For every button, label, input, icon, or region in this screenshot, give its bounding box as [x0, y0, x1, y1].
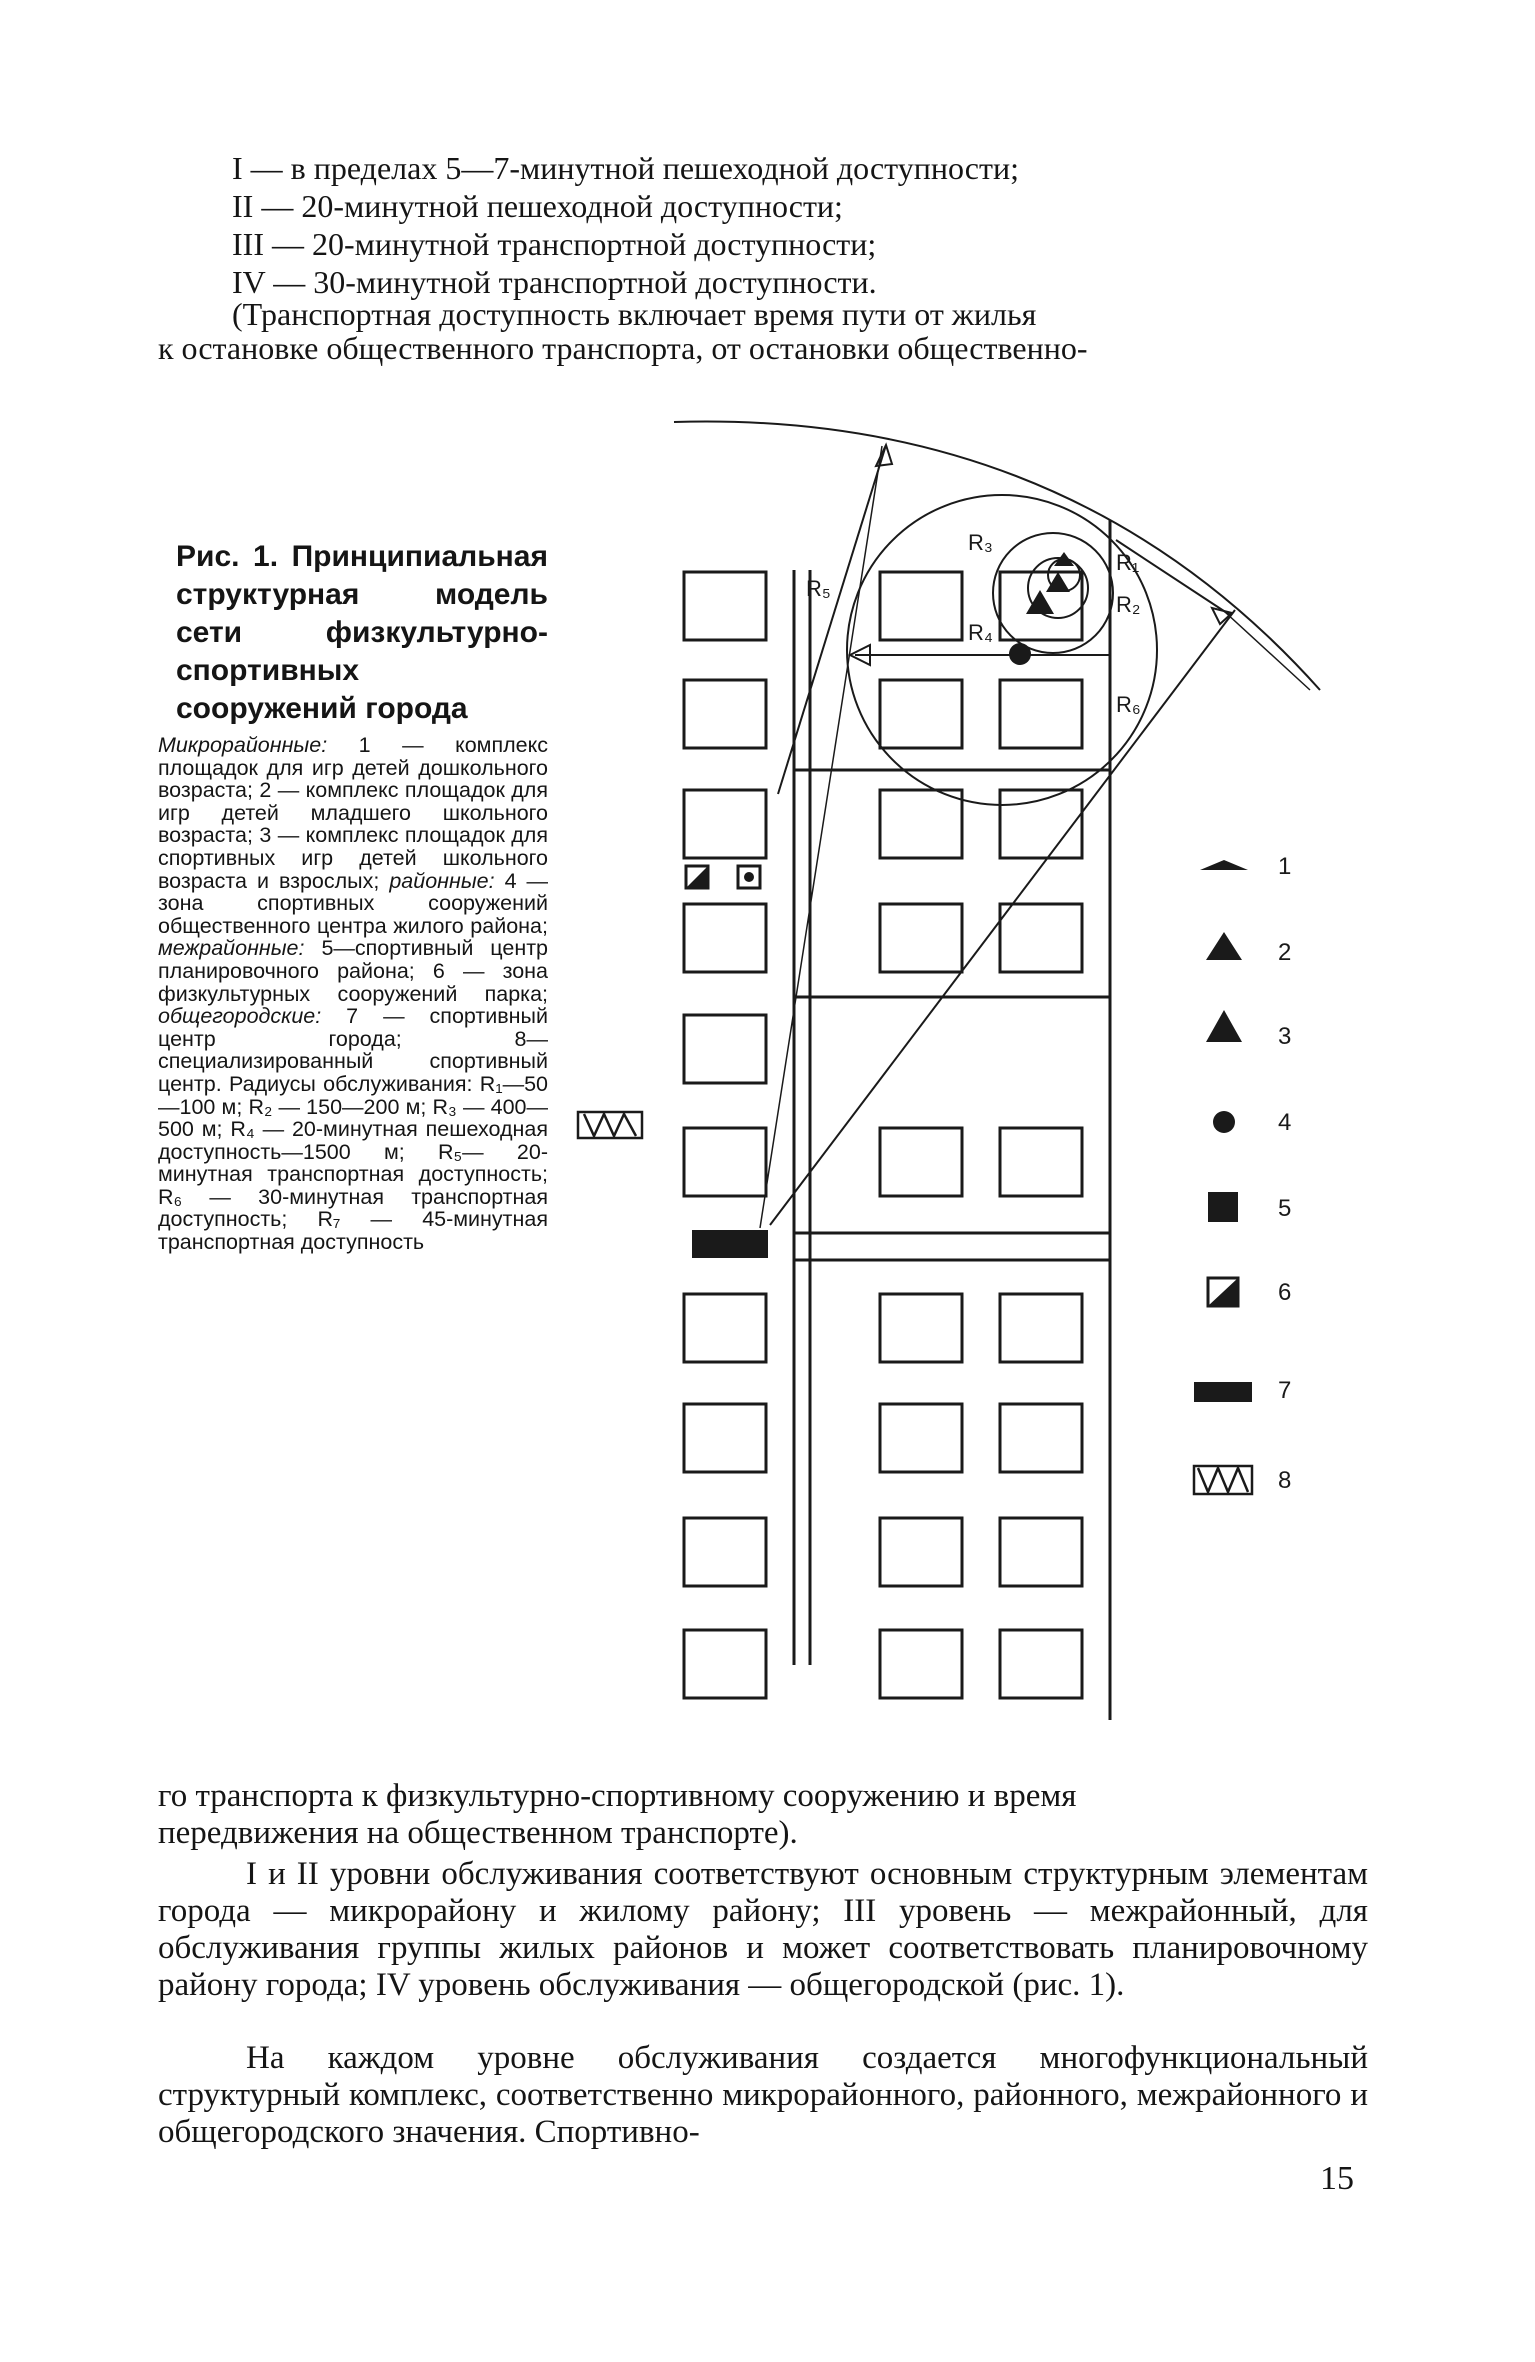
- block: [880, 572, 962, 640]
- block: [1000, 1404, 1082, 1472]
- arrow-r6: [770, 610, 1235, 1225]
- legend-label-7: 7: [1278, 1377, 1292, 1404]
- block: [1000, 1128, 1082, 1196]
- specialized-center-icon: [578, 1112, 642, 1138]
- label-r1: R₁: [1116, 550, 1140, 575]
- block: [1000, 904, 1082, 972]
- page-number: 15: [1320, 2160, 1354, 2197]
- block: [684, 1294, 766, 1362]
- paragraph-levels: I и II уровни обслуживания соответствуют основным структурным элементам города — микрорайону и жилому району; III уровень — межрайонный, для обслуживания группы жилых районов и может соответствовать планировочному району города; IV уровень обслуживания — общегородской (рис. 1).: [158, 1856, 1368, 2003]
- arrow-tail: [1225, 612, 1310, 690]
- caption-text-1: 1 — комплекс площадок для игр детей дошкольного возраста; 2 — комплекс площадок для игр детей младшего школьного возраста; 3 — комплекс площадок для спортивных игр детей школьного возраста и взрослых;: [158, 733, 548, 893]
- label-r5: R₅: [806, 576, 831, 601]
- district-center-icon: [738, 866, 760, 888]
- point-4-icon: [1009, 643, 1031, 665]
- radius-r3-circle: [993, 533, 1113, 653]
- legend-symbol-7-icon: [1194, 1382, 1252, 1402]
- caption-term-citywide: общегородские:: [158, 1004, 322, 1029]
- text-line-2: II — 20-минутной пешеходной доступности;: [232, 188, 843, 224]
- legend-label-3: 3: [1278, 1023, 1292, 1050]
- city-sports-center: [692, 1230, 768, 1258]
- radius-r7-arc: [674, 422, 1320, 690]
- label-r3: R₃: [968, 530, 993, 555]
- legend-label-5: 5: [1278, 1195, 1292, 1222]
- text-line-1: I — в пределах 5—7-минутной пешеходной доступности;: [232, 150, 1019, 186]
- label-r2: R₂: [1116, 592, 1141, 617]
- block: [1000, 1294, 1082, 1362]
- legend-symbol-4-icon: [1213, 1111, 1235, 1133]
- text-line-3: III — 20-минутной транспортной доступности;: [232, 226, 877, 262]
- block: [684, 790, 766, 858]
- block: [880, 1630, 962, 1698]
- block: [880, 1404, 962, 1472]
- paragraph-complex: На каждом уровне обслуживания создается многофункциональный структурный комплекс, соответственно микрорайонного, районного, межрайонного и общегородского значения. Спортивно-: [158, 2040, 1368, 2150]
- label-r4: R₄: [968, 620, 993, 645]
- block: [880, 904, 962, 972]
- block: [684, 1518, 766, 1586]
- legend-symbol-2-icon: [1206, 932, 1242, 960]
- text-line-4: IV — 30-минутной транспортной доступности.: [232, 264, 877, 300]
- block: [684, 1015, 766, 1083]
- text-line-6: к остановке общественного транспорта, от остановки общественно-: [158, 330, 1088, 366]
- block: [1000, 680, 1082, 748]
- legend-label-6: 6: [1278, 1279, 1292, 1306]
- caption-term-microdistrict: Микрорайонные:: [158, 733, 328, 757]
- label-r6: R₆: [1116, 692, 1141, 717]
- arrowhead-icon: [876, 445, 892, 466]
- caption-text-2: 4 — зона спортивных сооружений общественного центра жилого района;: [158, 868, 548, 938]
- caption-text-4: 7 — спортивный центр города; 8—специализированный спортивный центр. Радиусы обслуживания: R₁—50—100 м; R₂ — 150—200 м; R₃ — 400—500 м; R₄ — 20-минутная пешеходная доступность—1500 м; R₅— 20-минутная транспортная доступность; R₆ — 30-минутная транспортная доступность; R₇ — 45-минутная транспортная доступность: [158, 1004, 548, 1255]
- arrowhead-icon: [1212, 608, 1232, 624]
- legend-label-1: 1: [1278, 853, 1292, 880]
- block: [684, 1128, 766, 1196]
- legend-label-4: 4: [1278, 1109, 1292, 1136]
- legend-label-8: 8: [1278, 1467, 1292, 1494]
- caption-term-district: районные:: [389, 868, 495, 893]
- block: [880, 1518, 962, 1586]
- text-line-7: го транспорта к физкультурно-спортивному сооружению и время: [158, 1778, 1077, 1814]
- text-line-5: (Транспортная доступность включает время пути от жилья: [232, 296, 1037, 332]
- block: [880, 790, 962, 858]
- block: [684, 572, 766, 640]
- point-3-icon: [1026, 590, 1054, 614]
- legend-symbol-6-icon: [1208, 1278, 1238, 1306]
- block: [684, 1630, 766, 1698]
- block: [880, 1128, 962, 1196]
- legend-symbol-8-icon: [1194, 1466, 1252, 1494]
- legend: [1194, 853, 1291, 1494]
- figure-title: Рис. 1. Принципиальная структурная модель сети физкультурно-спортивных сооружений города: [176, 540, 548, 725]
- caption-term-interdistrict: межрайонные:: [158, 936, 305, 961]
- block: [684, 1404, 766, 1472]
- park-zone-icon: [686, 866, 708, 888]
- block: [684, 904, 766, 972]
- legend-symbol-1-icon: [1200, 860, 1248, 870]
- block: [1000, 1518, 1082, 1586]
- block: [684, 680, 766, 748]
- legend-symbol-5-icon: [1208, 1192, 1238, 1222]
- text-line-8: передвижения на общественном транспорте).: [158, 1815, 798, 1851]
- legend-label-2: 2: [1278, 939, 1292, 966]
- block: [880, 680, 962, 748]
- block: [880, 1294, 962, 1362]
- arrow-r7: [760, 446, 882, 1228]
- caption-text-3: 5—спортивный центр планировочного района; 6 — зона физкультурных сооружений парка;: [158, 936, 548, 1006]
- block: [1000, 1630, 1082, 1698]
- legend-symbol-3-icon: [1206, 1010, 1242, 1042]
